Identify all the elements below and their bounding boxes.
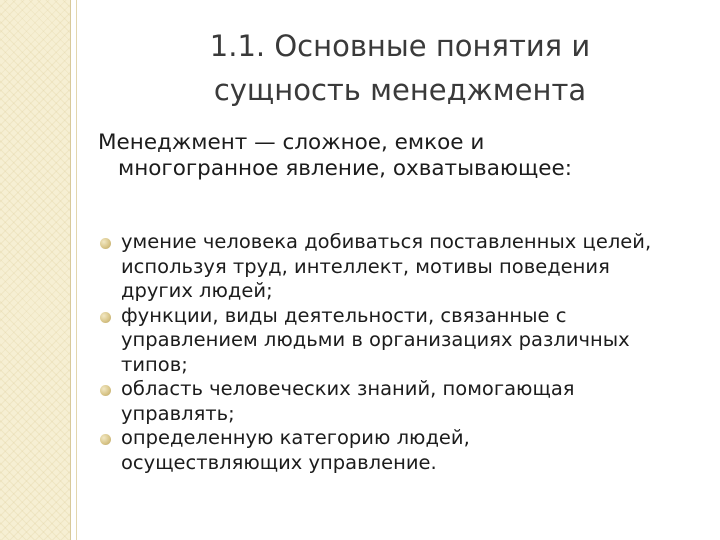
list-item <box>98 304 698 378</box>
decorative-side-band <box>0 0 71 540</box>
list-item-line: умение человека добиваться поставленных целей, <box>121 230 652 253</box>
list-item <box>98 426 698 475</box>
list-item-line: функции, виды деятельности, связанные с <box>121 303 567 327</box>
list-item <box>98 230 698 304</box>
bullet-dot-icon <box>100 434 111 445</box>
list-item <box>98 377 698 426</box>
list-item-line: осуществляющих управление. <box>121 450 437 474</box>
list-item-line: область человеческих знаний, помогающая <box>121 377 575 400</box>
slide-title-line-2: сущность менеджмента <box>213 73 587 107</box>
bullet-list <box>98 230 698 475</box>
list-item-line: управлением людьми в организациях различных <box>121 328 630 351</box>
bullet-dot-icon <box>100 312 111 323</box>
list-item-line: определенную категорию людей, <box>121 426 470 449</box>
bullet-dot-icon <box>100 385 111 396</box>
slide-title <box>150 24 650 112</box>
list-item-line: других людей; <box>121 279 273 302</box>
decorative-side-line <box>76 0 77 540</box>
intro-line-1: Менеджмент — сложное, емкое и <box>98 130 485 155</box>
bullet-dot-icon <box>100 238 111 249</box>
intro-text <box>98 130 698 182</box>
list-item-line: используя труд, интеллект, мотивы поведения <box>121 254 610 278</box>
list-item-line: типов; <box>121 352 188 376</box>
slide-title-line-1: 1.1. Основные понятия и <box>209 29 591 63</box>
list-item-line: управлять; <box>121 401 235 425</box>
intro-line-2: многогранное явление, охватывающее: <box>118 156 572 181</box>
